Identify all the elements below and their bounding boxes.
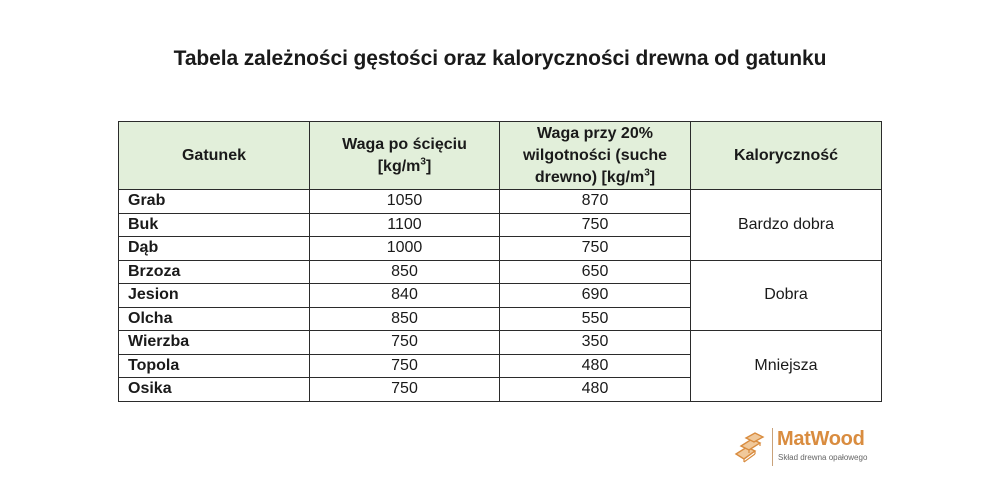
species-cell: Olcha	[119, 307, 310, 331]
weight-cut-cell: 850	[310, 260, 500, 284]
logo-name: MatWood	[777, 428, 865, 450]
logo-tagline: Skład drewna opałowego	[778, 453, 868, 462]
species-cell: Buk	[119, 213, 310, 237]
species-cell: Osika	[119, 378, 310, 402]
header-species: Gatunek	[119, 122, 310, 190]
calorific-group-cell: Dobra	[691, 260, 882, 331]
weight-cut-cell: 750	[310, 331, 500, 355]
table-header-row	[119, 122, 882, 190]
table-row	[119, 260, 882, 284]
weight-dry-cell: 480	[500, 378, 691, 402]
species-cell: Topola	[119, 354, 310, 378]
species-cell: Dąb	[119, 237, 310, 261]
weight-cut-cell: 1050	[310, 190, 500, 214]
weight-dry-cell: 550	[500, 307, 691, 331]
weight-dry-cell: 690	[500, 284, 691, 308]
weight-dry-cell: 650	[500, 260, 691, 284]
wood-density-table	[118, 121, 882, 402]
species-cell: Grab	[119, 190, 310, 214]
header-weight-dry: Waga przy 20% wilgotności (suche drewno) $[kg/m^3]$	[500, 122, 691, 190]
weight-cut-cell: 750	[310, 378, 500, 402]
weight-cut-cell: 1000	[310, 237, 500, 261]
header-calorific: Kaloryczność	[691, 122, 882, 190]
stacked-logs-icon	[733, 430, 767, 464]
weight-cut-cell: 850	[310, 307, 500, 331]
calorific-group-cell: Bardzo dobra	[691, 190, 882, 261]
matwood-logo	[733, 428, 873, 468]
weight-dry-cell: 750	[500, 213, 691, 237]
weight-cut-cell: 750	[310, 354, 500, 378]
table-row	[119, 190, 882, 214]
table-row	[119, 331, 882, 355]
weight-cut-cell: 840	[310, 284, 500, 308]
species-cell: Brzoza	[119, 260, 310, 284]
weight-cut-cell: 1100	[310, 213, 500, 237]
logo-divider	[772, 428, 773, 466]
weight-dry-cell: 350	[500, 331, 691, 355]
header-weight-cut: Waga po ścięciu $[kg/m^3]$	[310, 122, 500, 190]
weight-dry-cell: 480	[500, 354, 691, 378]
species-cell: Wierzba	[119, 331, 310, 355]
weight-dry-cell: 870	[500, 190, 691, 214]
weight-dry-cell: 750	[500, 237, 691, 261]
page-title: Tabela zależności gęstości oraz kaloryczności drewna od gatunku	[173, 47, 827, 70]
calorific-group-cell: Mniejsza	[691, 331, 882, 402]
species-cell: Jesion	[119, 284, 310, 308]
